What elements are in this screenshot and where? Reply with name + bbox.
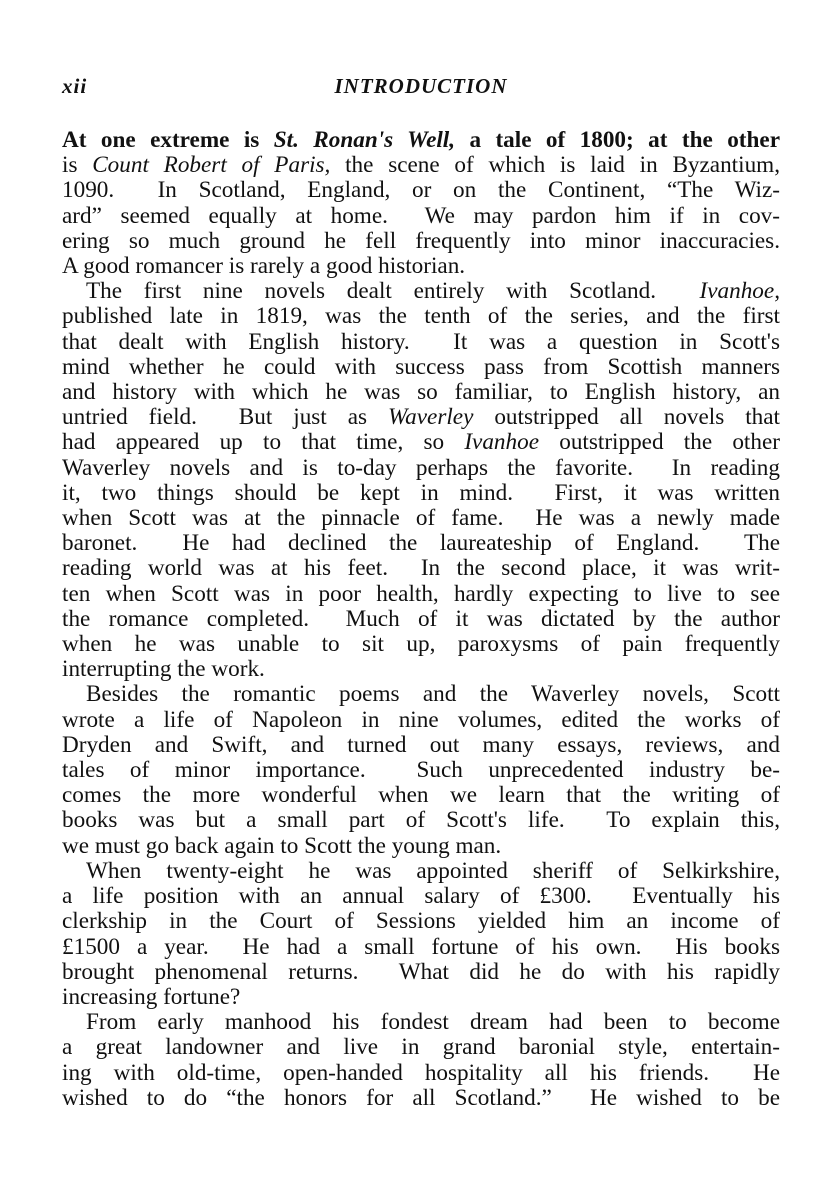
text-segment: £1500 a year. He had a small fortune of his own. His books — [62, 933, 780, 960]
text-segment: brought phenomenal returns. What did he do with his rapidly — [62, 958, 780, 985]
text-segment: outstripped all novels that — [473, 404, 780, 431]
text-segment: the scene of which is laid in Byzantium, — [330, 152, 780, 179]
text-segment: Besides the romantic poems and the Waverley novels, Scott — [86, 681, 780, 708]
text-segment: and history with which he was so familiar, to English history, an — [62, 379, 780, 406]
text-line — [62, 380, 780, 405]
text-line — [62, 834, 780, 859]
text-segment: we must go back again to Scott the young man. — [62, 832, 502, 859]
text-segment: When twenty-eight he was appointed sheriff of Selkirkshire, — [86, 857, 780, 884]
text-segment: when Scott was at the pinnacle of fame. He was a newly made — [62, 505, 780, 532]
text-line — [62, 481, 780, 506]
text-line — [62, 1086, 780, 1111]
text-line — [62, 430, 780, 455]
text-line — [62, 682, 780, 707]
page-number: xii — [62, 74, 88, 98]
text-line — [62, 733, 780, 758]
text-line — [62, 657, 780, 682]
text-segment: wished to do “the honors for all Scotland.” He wished to be — [62, 1084, 780, 1111]
text-segment: a great landowner and live in grand baronial style, entertain- — [62, 1034, 780, 1061]
text-line — [62, 304, 780, 329]
text-segment: Dryden and Swift, and turned out many essays, reviews, and — [62, 731, 780, 758]
text-line — [62, 758, 780, 783]
body-text — [62, 128, 780, 1111]
text-segment: is — [62, 152, 93, 179]
text-line — [62, 1010, 780, 1035]
text-line — [62, 935, 780, 960]
text-line — [62, 153, 780, 178]
text-line — [62, 229, 780, 254]
text-line — [62, 556, 780, 581]
text-line — [62, 985, 780, 1010]
text-line — [62, 204, 780, 229]
text-line — [62, 456, 780, 481]
text-segment: it, two things should be kept in mind. First, it was written — [62, 479, 780, 506]
text-segment: wrote a life of Napoleon in nine volumes, edited the works of — [62, 706, 780, 733]
text-line — [62, 582, 780, 607]
text-line — [62, 128, 780, 153]
text-segment: a life position with an annual salary of £300. Eventually his — [62, 883, 780, 910]
text-segment: ering so much ground he fell frequently into minor inaccuracies. — [62, 227, 780, 254]
text-segment: A good romancer is rarely a good historian. — [62, 253, 466, 280]
text-segment: untried field. But just as — [62, 404, 388, 431]
text-segment: when he was unable to sit up, paroxysms of pain frequently — [62, 631, 780, 658]
text-segment: clerkship in the Court of Sessions yielded him an income of — [62, 908, 780, 935]
text-line — [62, 178, 780, 203]
text-segment: ; at the other — [626, 127, 780, 153]
text-line — [62, 909, 780, 934]
text-segment: that dealt with English history. It was a question in Scott's — [62, 328, 780, 355]
text-line — [62, 506, 780, 531]
text-segment-italic: Ivanhoe, — [699, 278, 780, 305]
page-header — [62, 74, 780, 104]
text-line — [62, 531, 780, 556]
text-segment: Waverley novels and is to-day perhaps the favorite. In reading — [62, 454, 780, 481]
text-segment-italic: Ivanhoe — [464, 429, 540, 456]
text-segment: The first nine novels dealt entirely with Scotland. — [86, 278, 700, 305]
text-segment-italic: St. Ronan's Well, — [273, 127, 456, 153]
text-line — [62, 859, 780, 884]
text-line — [62, 632, 780, 657]
text-segment: baronet. He had declined the laureateship of England. The — [62, 530, 780, 557]
text-segment: 1800 — [579, 127, 627, 153]
text-line — [62, 808, 780, 833]
text-line — [62, 783, 780, 808]
text-line — [62, 960, 780, 985]
text-segment: interrupting the work. — [62, 656, 265, 683]
text-segment: comes the more wonderful when we learn that the writing of — [62, 782, 780, 809]
text-segment: the romance completed. Much of it was dictated by the author — [62, 605, 780, 632]
text-segment: mind whether he could with success pass from Scottish manners — [62, 353, 780, 380]
text-segment: published late in 1819, was the tenth of the series, and the first — [62, 303, 780, 330]
text-segment: reading world was at his feet. In the second place, it was writ- — [62, 555, 780, 582]
running-head: INTRODUCTION — [334, 74, 508, 98]
text-segment: outstripped the other — [539, 429, 780, 456]
text-segment: 1090. In Scotland, England, or on the Continent, “The Wiz- — [62, 177, 780, 204]
text-segment: At one extreme is — [62, 127, 274, 153]
text-line — [62, 254, 780, 279]
text-segment: tales of minor importance. Such unprecedented industry be- — [62, 757, 780, 784]
text-segment: ten when Scott was in poor health, hardly expecting to live to see — [62, 580, 780, 607]
text-segment: ing with old-time, open-handed hospitality all his friends. He — [62, 1059, 780, 1086]
text-segment: From early manhood his fondest dream had been to become — [86, 1009, 780, 1036]
text-segment: increasing fortune? — [62, 983, 241, 1010]
text-line — [62, 1035, 780, 1060]
text-line — [62, 330, 780, 355]
text-line — [62, 355, 780, 380]
text-segment-italic: Waverley — [387, 404, 474, 431]
text-segment: books was but a small part of Scott's life. To explain this, — [62, 807, 780, 834]
text-line — [62, 607, 780, 632]
text-line — [62, 708, 780, 733]
text-line — [62, 405, 780, 430]
text-segment-italic: Count Robert of Paris, — [92, 152, 331, 179]
text-line — [62, 1061, 780, 1086]
text-line — [62, 884, 780, 909]
text-segment: ard” seemed equally at home. We may pardon him if in cov- — [62, 202, 780, 229]
text-segment: had appeared up to that time, so — [62, 429, 465, 456]
text-segment: a tale of — [455, 127, 580, 153]
text-line — [62, 279, 780, 304]
